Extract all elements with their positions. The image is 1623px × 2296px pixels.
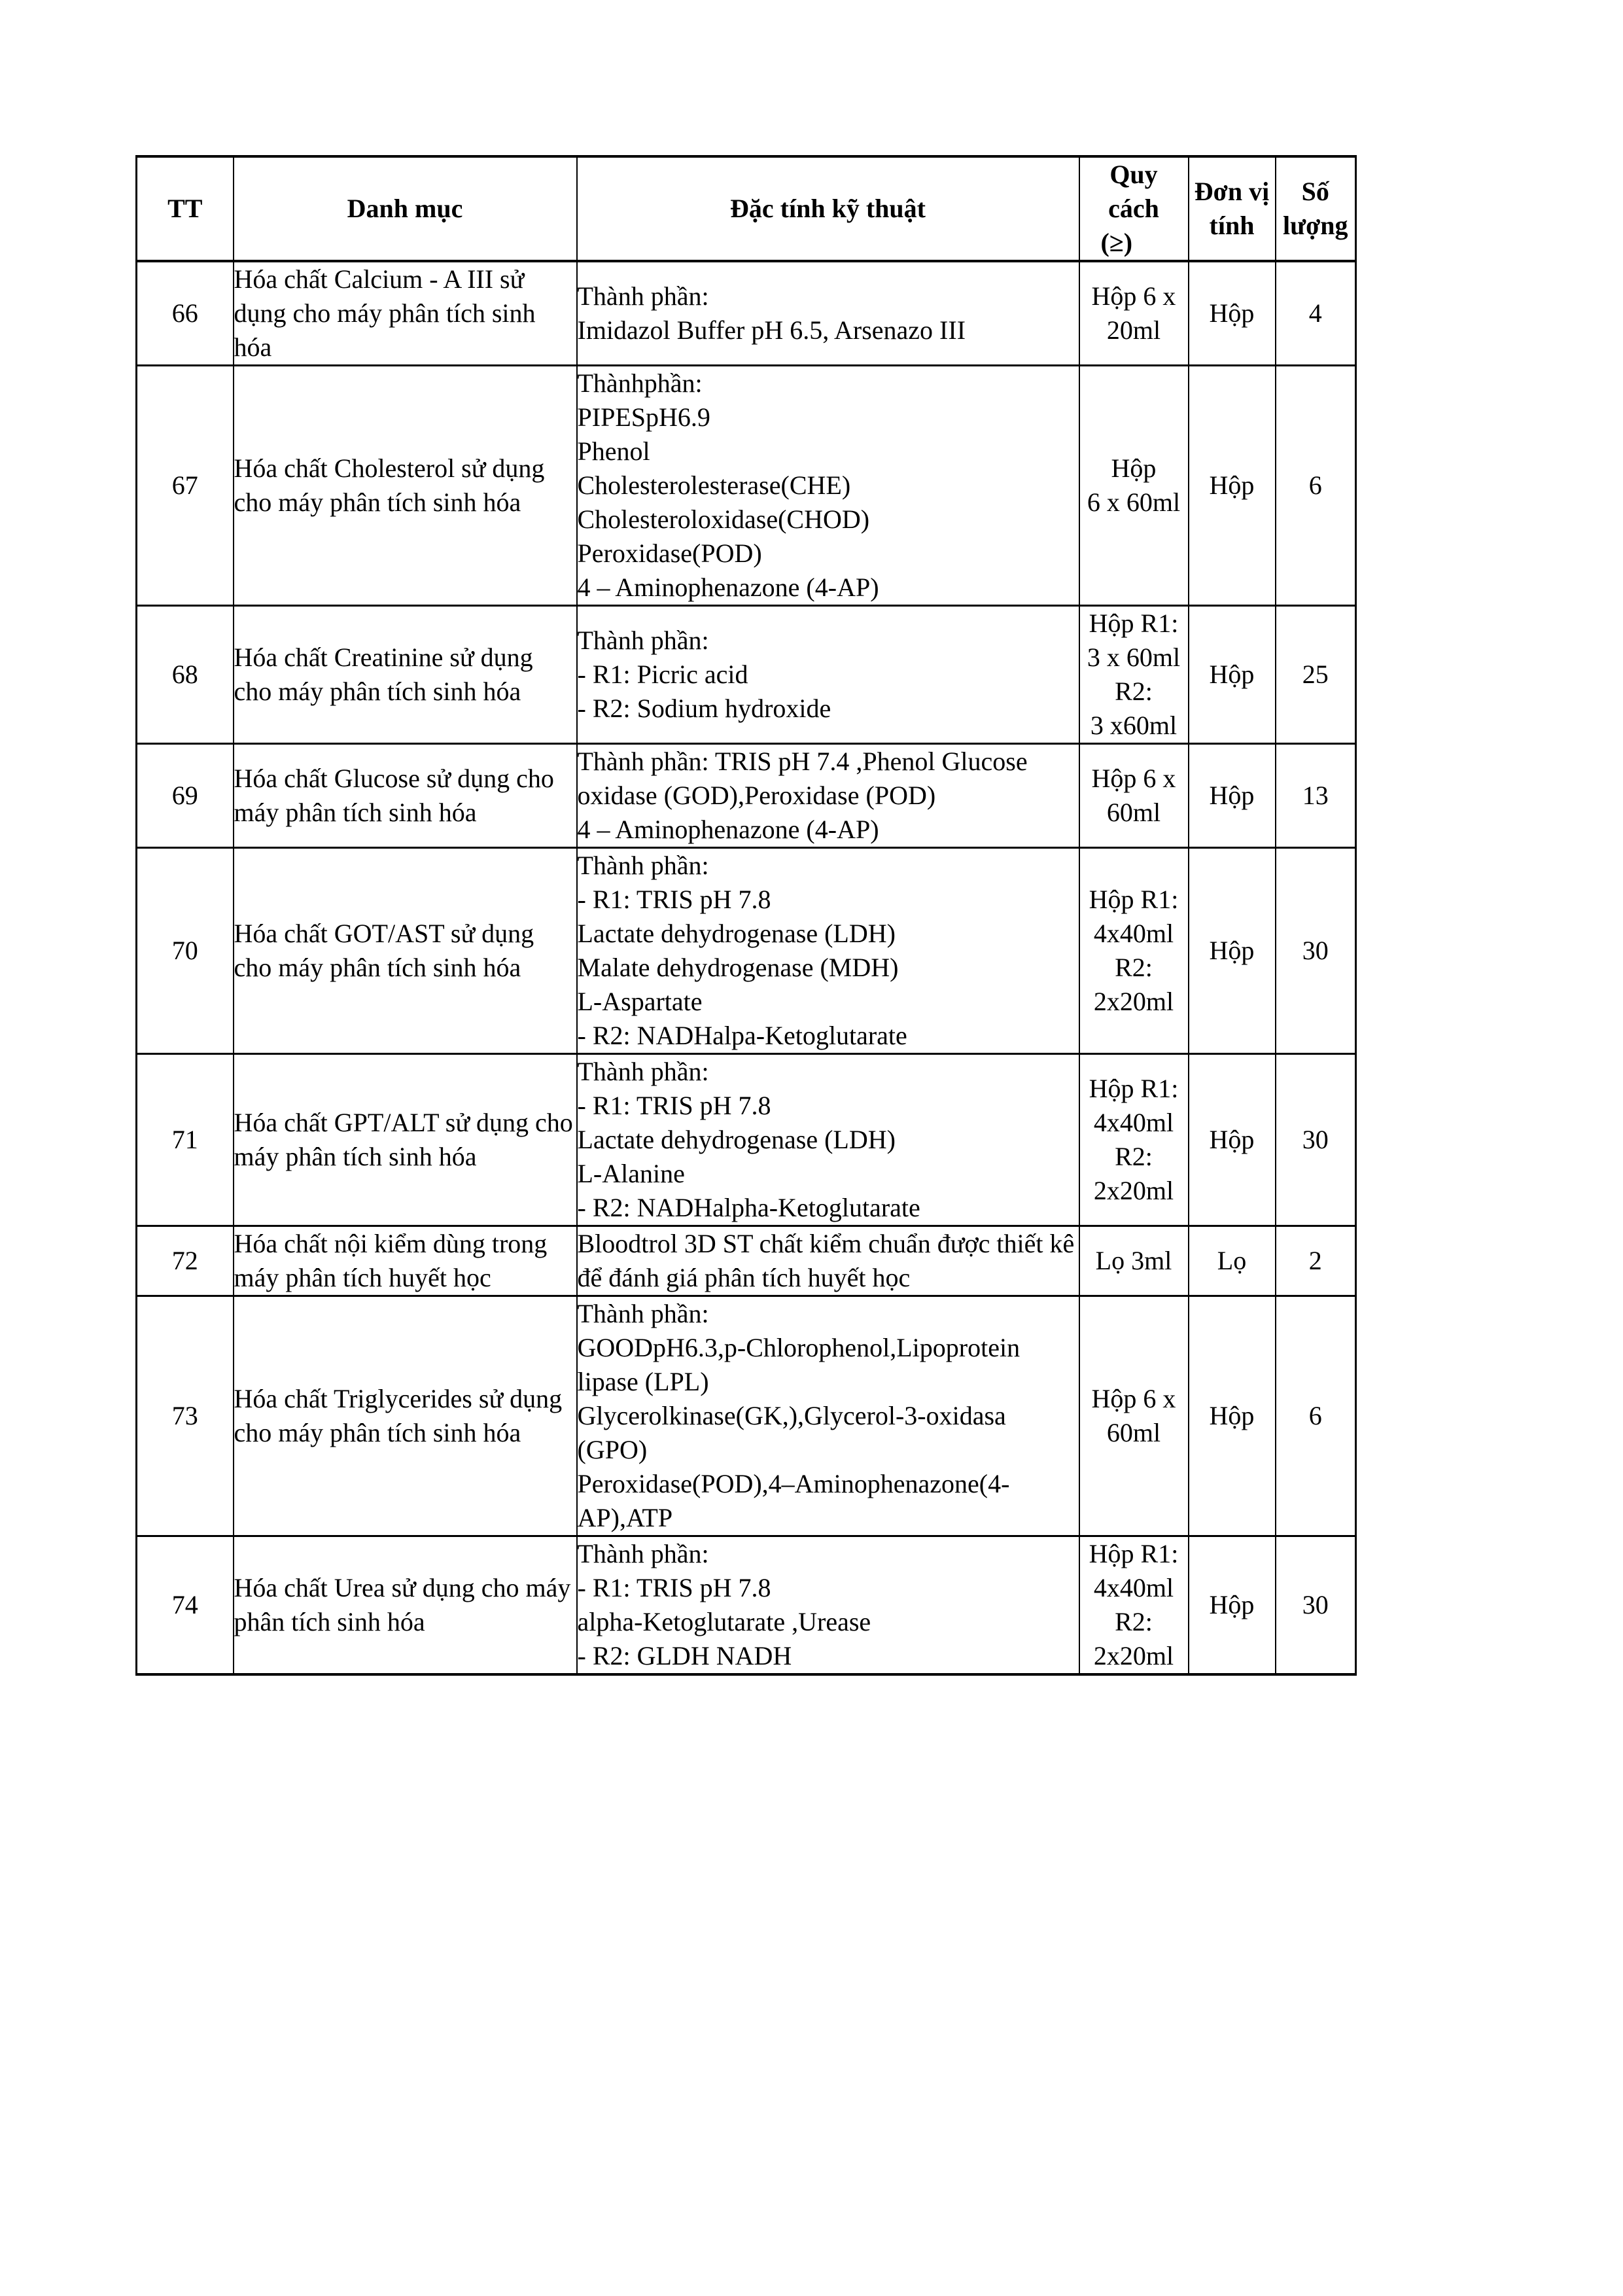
cell-row-number: 68 <box>137 606 234 744</box>
cell-pack-lines <box>1080 1537 1188 1673</box>
cell-spec-line: Lactate dehydrogenase (LDH) <box>577 1125 896 1154</box>
cell-unit: Hộp <box>1189 261 1276 366</box>
cell-spec-line: alpha-Ketoglutarate ,Urease <box>577 1607 871 1636</box>
cell-quantity: 30 <box>1276 1536 1356 1675</box>
cell-quantity: 6 <box>1276 1296 1356 1536</box>
cell-pack-line: 4x40ml <box>1093 1573 1174 1602</box>
cell-name <box>234 744 577 848</box>
cell-row-number: 66 <box>137 261 234 366</box>
cell-name-lines <box>234 451 576 520</box>
column-header-pack-label: Quy cách <box>1108 160 1159 223</box>
cell-pack-line: Hộp 6 x <box>1091 764 1176 793</box>
cell-spec-line: - R1: TRIS pH 7.8 <box>577 885 771 914</box>
cell-pack-line: Hộp R1: <box>1089 1539 1179 1568</box>
cell-name-line: Hóa chất Calcium - A III sử dụng cho máy phân tích sinh hóa <box>234 264 542 362</box>
cell-name-lines <box>234 1571 576 1639</box>
cell-name <box>234 1226 577 1296</box>
table-row <box>137 1296 1356 1536</box>
cell-pack-line: Hộp 6 x <box>1091 281 1176 311</box>
cell-quantity: 4 <box>1276 261 1356 366</box>
cell-pack-lines <box>1080 883 1188 1019</box>
spec-table-container <box>135 155 1355 1676</box>
cell-spec-line: - R1: Picric acid <box>577 660 748 689</box>
table-header-row <box>137 156 1356 261</box>
cell-spec <box>577 1054 1079 1226</box>
cell-name-line: Hóa chất Creatinine sử dụng cho máy phân tích sinh hóa <box>234 643 540 706</box>
cell-spec-line: 4 – Aminophenazone (4-AP) <box>577 815 879 844</box>
cell-spec-line: 4 – Aminophenazone (4-AP) <box>577 573 879 602</box>
table-header <box>137 156 1356 261</box>
cell-pack <box>1079 1536 1189 1675</box>
table-row <box>137 261 1356 366</box>
table-row <box>137 606 1356 744</box>
cell-quantity: 13 <box>1276 744 1356 848</box>
cell-spec-lines <box>578 1537 1079 1673</box>
cell-spec-line: L-Aspartate <box>577 987 703 1016</box>
cell-name-lines <box>234 1227 576 1295</box>
cell-pack-lines <box>1080 762 1188 830</box>
cell-spec-lines <box>578 1297 1079 1535</box>
cell-pack-line: 4x40ml <box>1093 919 1174 948</box>
table-body <box>137 261 1356 1674</box>
cell-name-line: Hóa chất GPT/ALT sử dụng cho máy phân tích sinh hóa <box>234 1108 580 1171</box>
column-header-spec <box>577 156 1079 261</box>
table-row <box>137 1054 1356 1226</box>
cell-spec-lines <box>578 745 1079 847</box>
cell-pack-line: 20ml <box>1106 315 1161 345</box>
cell-spec-line: Thànhphần: <box>577 368 703 398</box>
cell-name <box>234 1054 580 1226</box>
cell-pack-line: 3 x60ml <box>1090 711 1178 740</box>
cell-quantity: 25 <box>1276 606 1356 744</box>
cell-pack-lines <box>1080 1244 1188 1278</box>
cell-spec <box>577 744 1079 848</box>
cell-pack <box>1079 744 1189 848</box>
cell-spec-line: Lactate dehydrogenase (LDH) <box>577 919 896 948</box>
cell-spec-lines <box>578 1055 1079 1225</box>
cell-row-number: 73 <box>137 1296 234 1536</box>
cell-pack-line: 60ml <box>1106 798 1161 827</box>
cell-pack-line: Hộp <box>1111 453 1157 483</box>
cell-name-lines <box>234 917 576 985</box>
cell-spec <box>577 1536 1079 1675</box>
column-header-unit-sublabel: tính <box>1209 211 1255 240</box>
cell-name-line: Hóa chất Glucose sử dụng cho máy phân tích sinh hóa <box>234 764 561 827</box>
cell-spec-line: Thành phần: <box>577 1299 709 1328</box>
cell-spec-line: - R2: NADHalpha-Ketoglutarate <box>577 1193 920 1222</box>
cell-spec-line: Malate dehydrogenase (MDH) <box>577 953 899 982</box>
cell-spec-lines <box>578 624 1079 726</box>
cell-spec-line: - R2: NADHalpa-Ketoglutarate <box>577 1021 907 1050</box>
cell-pack <box>1079 1226 1189 1296</box>
cell-pack-line: 2x20ml <box>1093 1641 1174 1670</box>
cell-pack-line: 3 x 60ml <box>1087 643 1181 672</box>
cell-name <box>234 261 577 366</box>
cell-spec-line: Thành phần: <box>577 1057 709 1086</box>
cell-spec-line: - R1: TRIS pH 7.8 <box>577 1091 771 1120</box>
cell-spec-line: - R2: GLDH NADH <box>577 1641 792 1670</box>
cell-pack <box>1079 1054 1189 1226</box>
cell-name-lines <box>234 641 576 709</box>
cell-unit: Hộp <box>1189 1054 1276 1226</box>
cell-spec-lines <box>578 849 1079 1053</box>
table-row <box>137 1226 1356 1296</box>
cell-spec <box>577 848 1079 1054</box>
cell-spec-lines <box>578 1227 1079 1295</box>
cell-spec-lines <box>578 366 1079 605</box>
cell-pack-line: 2x20ml <box>1093 1176 1174 1205</box>
cell-pack-lines <box>1080 279 1188 347</box>
cell-spec <box>577 606 1079 744</box>
cell-pack-line: 2x20ml <box>1093 987 1174 1016</box>
cell-spec-line: Thành phần: <box>577 851 709 880</box>
table-row <box>137 1536 1356 1675</box>
cell-unit: Hộp <box>1189 366 1276 606</box>
cell-row-number: 69 <box>137 744 234 848</box>
cell-name-lines <box>234 262 576 364</box>
cell-name-lines <box>234 1106 580 1174</box>
cell-name-line: Hóa chất Urea sử dụng cho máy phân tích sinh hóa <box>234 1573 578 1636</box>
cell-name-line: Hóa chất nội kiểm dùng trong máy phân tích huyết học <box>234 1229 554 1292</box>
cell-quantity: 2 <box>1276 1226 1356 1296</box>
cell-spec <box>577 261 1079 366</box>
cell-spec-line: - R1: TRIS pH 7.8 <box>577 1573 771 1602</box>
cell-pack-line: 6 x 60ml <box>1087 487 1181 517</box>
cell-spec-line: - R2: Sodium hydroxide <box>577 694 831 723</box>
cell-pack-line: Hộp R1: <box>1089 1074 1179 1103</box>
cell-row-number: 67 <box>137 366 234 606</box>
cell-pack-line: Lọ 3ml <box>1095 1246 1172 1275</box>
cell-pack <box>1079 848 1189 1054</box>
column-header-tt-label: TT <box>167 194 203 223</box>
cell-unit: Hộp <box>1189 606 1276 744</box>
equipment-spec-table <box>135 155 1357 1676</box>
cell-pack <box>1079 366 1189 606</box>
column-header-name-label: Danh mục <box>347 194 463 223</box>
column-header-name <box>234 156 577 261</box>
cell-spec-line: Phenol <box>577 436 650 466</box>
column-header-tt <box>137 156 234 261</box>
cell-pack <box>1079 1296 1189 1536</box>
column-header-qty <box>1276 156 1356 261</box>
cell-spec-line: Bloodtrol 3D ST chất kiểm chuẩn được thiết kê để đánh giá phân tích huyết học <box>577 1229 1081 1292</box>
cell-spec-line: Thành phần: <box>577 281 709 311</box>
cell-name <box>234 848 577 1054</box>
cell-pack-line: Hộp R1: <box>1089 609 1179 638</box>
cell-pack-line: 60ml <box>1106 1418 1161 1447</box>
cell-pack-line: R2: <box>1115 1142 1153 1171</box>
cell-quantity: 6 <box>1276 366 1356 606</box>
cell-name <box>234 606 577 744</box>
cell-pack <box>1079 606 1189 744</box>
cell-pack-line: Hộp R1: <box>1089 885 1179 914</box>
cell-spec-line: Imidazol Buffer pH 6.5, Arsenazo III <box>577 315 966 345</box>
column-header-qty-sublabel: lượng <box>1282 211 1348 240</box>
cell-spec-line: L-Alanine <box>577 1159 685 1188</box>
cell-name-line: Hóa chất Cholesterol sử dụng cho máy phân tích sinh hóa <box>234 453 551 517</box>
column-header-unit <box>1189 156 1276 261</box>
cell-name <box>234 1296 577 1536</box>
cell-unit: Lọ <box>1189 1226 1276 1296</box>
cell-pack-lines <box>1080 1072 1188 1208</box>
column-header-pack <box>1079 156 1189 261</box>
cell-spec <box>577 366 1079 606</box>
cell-quantity: 30 <box>1276 1054 1356 1226</box>
cell-row-number: 72 <box>137 1226 234 1296</box>
cell-pack-lines <box>1080 451 1188 520</box>
column-header-spec-label: Đặc tính kỹ thuật <box>730 194 926 223</box>
column-header-pack-sublabel: (≥) <box>1100 228 1133 257</box>
cell-pack-line: R2: <box>1115 677 1153 706</box>
cell-name <box>234 366 577 606</box>
cell-pack-line: Hộp 6 x <box>1091 1384 1176 1413</box>
cell-spec-line: GOODpH6.3,p-Chlorophenol,Lipoprotein lipase (LPL) <box>577 1333 1027 1396</box>
cell-spec-line: Peroxidase(POD) <box>577 539 762 568</box>
cell-quantity: 30 <box>1276 848 1356 1054</box>
cell-unit: Hộp <box>1189 1536 1276 1675</box>
cell-row-number: 74 <box>137 1536 234 1675</box>
table-row <box>137 366 1356 606</box>
table-row <box>137 744 1356 848</box>
cell-unit: Hộp <box>1189 848 1276 1054</box>
cell-spec <box>577 1226 1079 1296</box>
cell-row-number: 71 <box>137 1054 234 1226</box>
cell-name-line: Hóa chất Triglycerides sử dụng cho máy phân tích sinh hóa <box>234 1384 569 1447</box>
column-header-qty-label: Số <box>1301 177 1329 206</box>
cell-row-number: 70 <box>137 848 234 1054</box>
cell-spec-line: Thành phần: TRIS pH 7.4 ,Phenol Glucose oxidase (GOD),Peroxidase (POD) <box>577 747 1034 810</box>
cell-spec <box>577 1296 1079 1536</box>
table-row <box>137 848 1356 1054</box>
cell-spec-line: PIPESpH6.9 <box>577 402 710 432</box>
cell-pack-lines <box>1080 1382 1188 1450</box>
cell-spec-line: Thành phần: <box>577 1539 709 1568</box>
cell-spec-lines <box>578 279 1079 347</box>
cell-pack-line: R2: <box>1115 1607 1153 1636</box>
cell-spec-line: Thành phần: <box>577 626 709 655</box>
cell-spec-line: Peroxidase(POD),4–Aminophenazone(4-AP),ATP <box>577 1469 1010 1532</box>
cell-name-lines <box>234 762 576 830</box>
cell-name-line: Hóa chất GOT/AST sử dụng cho máy phân tích sinh hóa <box>234 919 541 982</box>
column-header-unit-label: Đơn vị <box>1194 177 1270 206</box>
cell-unit: Hộp <box>1189 1296 1276 1536</box>
cell-name-lines <box>234 1382 576 1450</box>
cell-pack-lines <box>1080 607 1188 743</box>
cell-pack-line: 4x40ml <box>1093 1108 1174 1137</box>
cell-name <box>234 1536 577 1675</box>
cell-spec-line: Cholesteroloxidase(CHOD) <box>577 504 870 534</box>
cell-unit: Hộp <box>1189 744 1276 848</box>
cell-spec-line: Glycerolkinase(GK,),Glycerol-3-oxidasa (GPO) <box>577 1401 1013 1464</box>
cell-pack <box>1079 261 1189 366</box>
cell-pack-line: R2: <box>1115 953 1153 982</box>
cell-spec-line: Cholesterolesterase(CHE) <box>577 470 851 500</box>
